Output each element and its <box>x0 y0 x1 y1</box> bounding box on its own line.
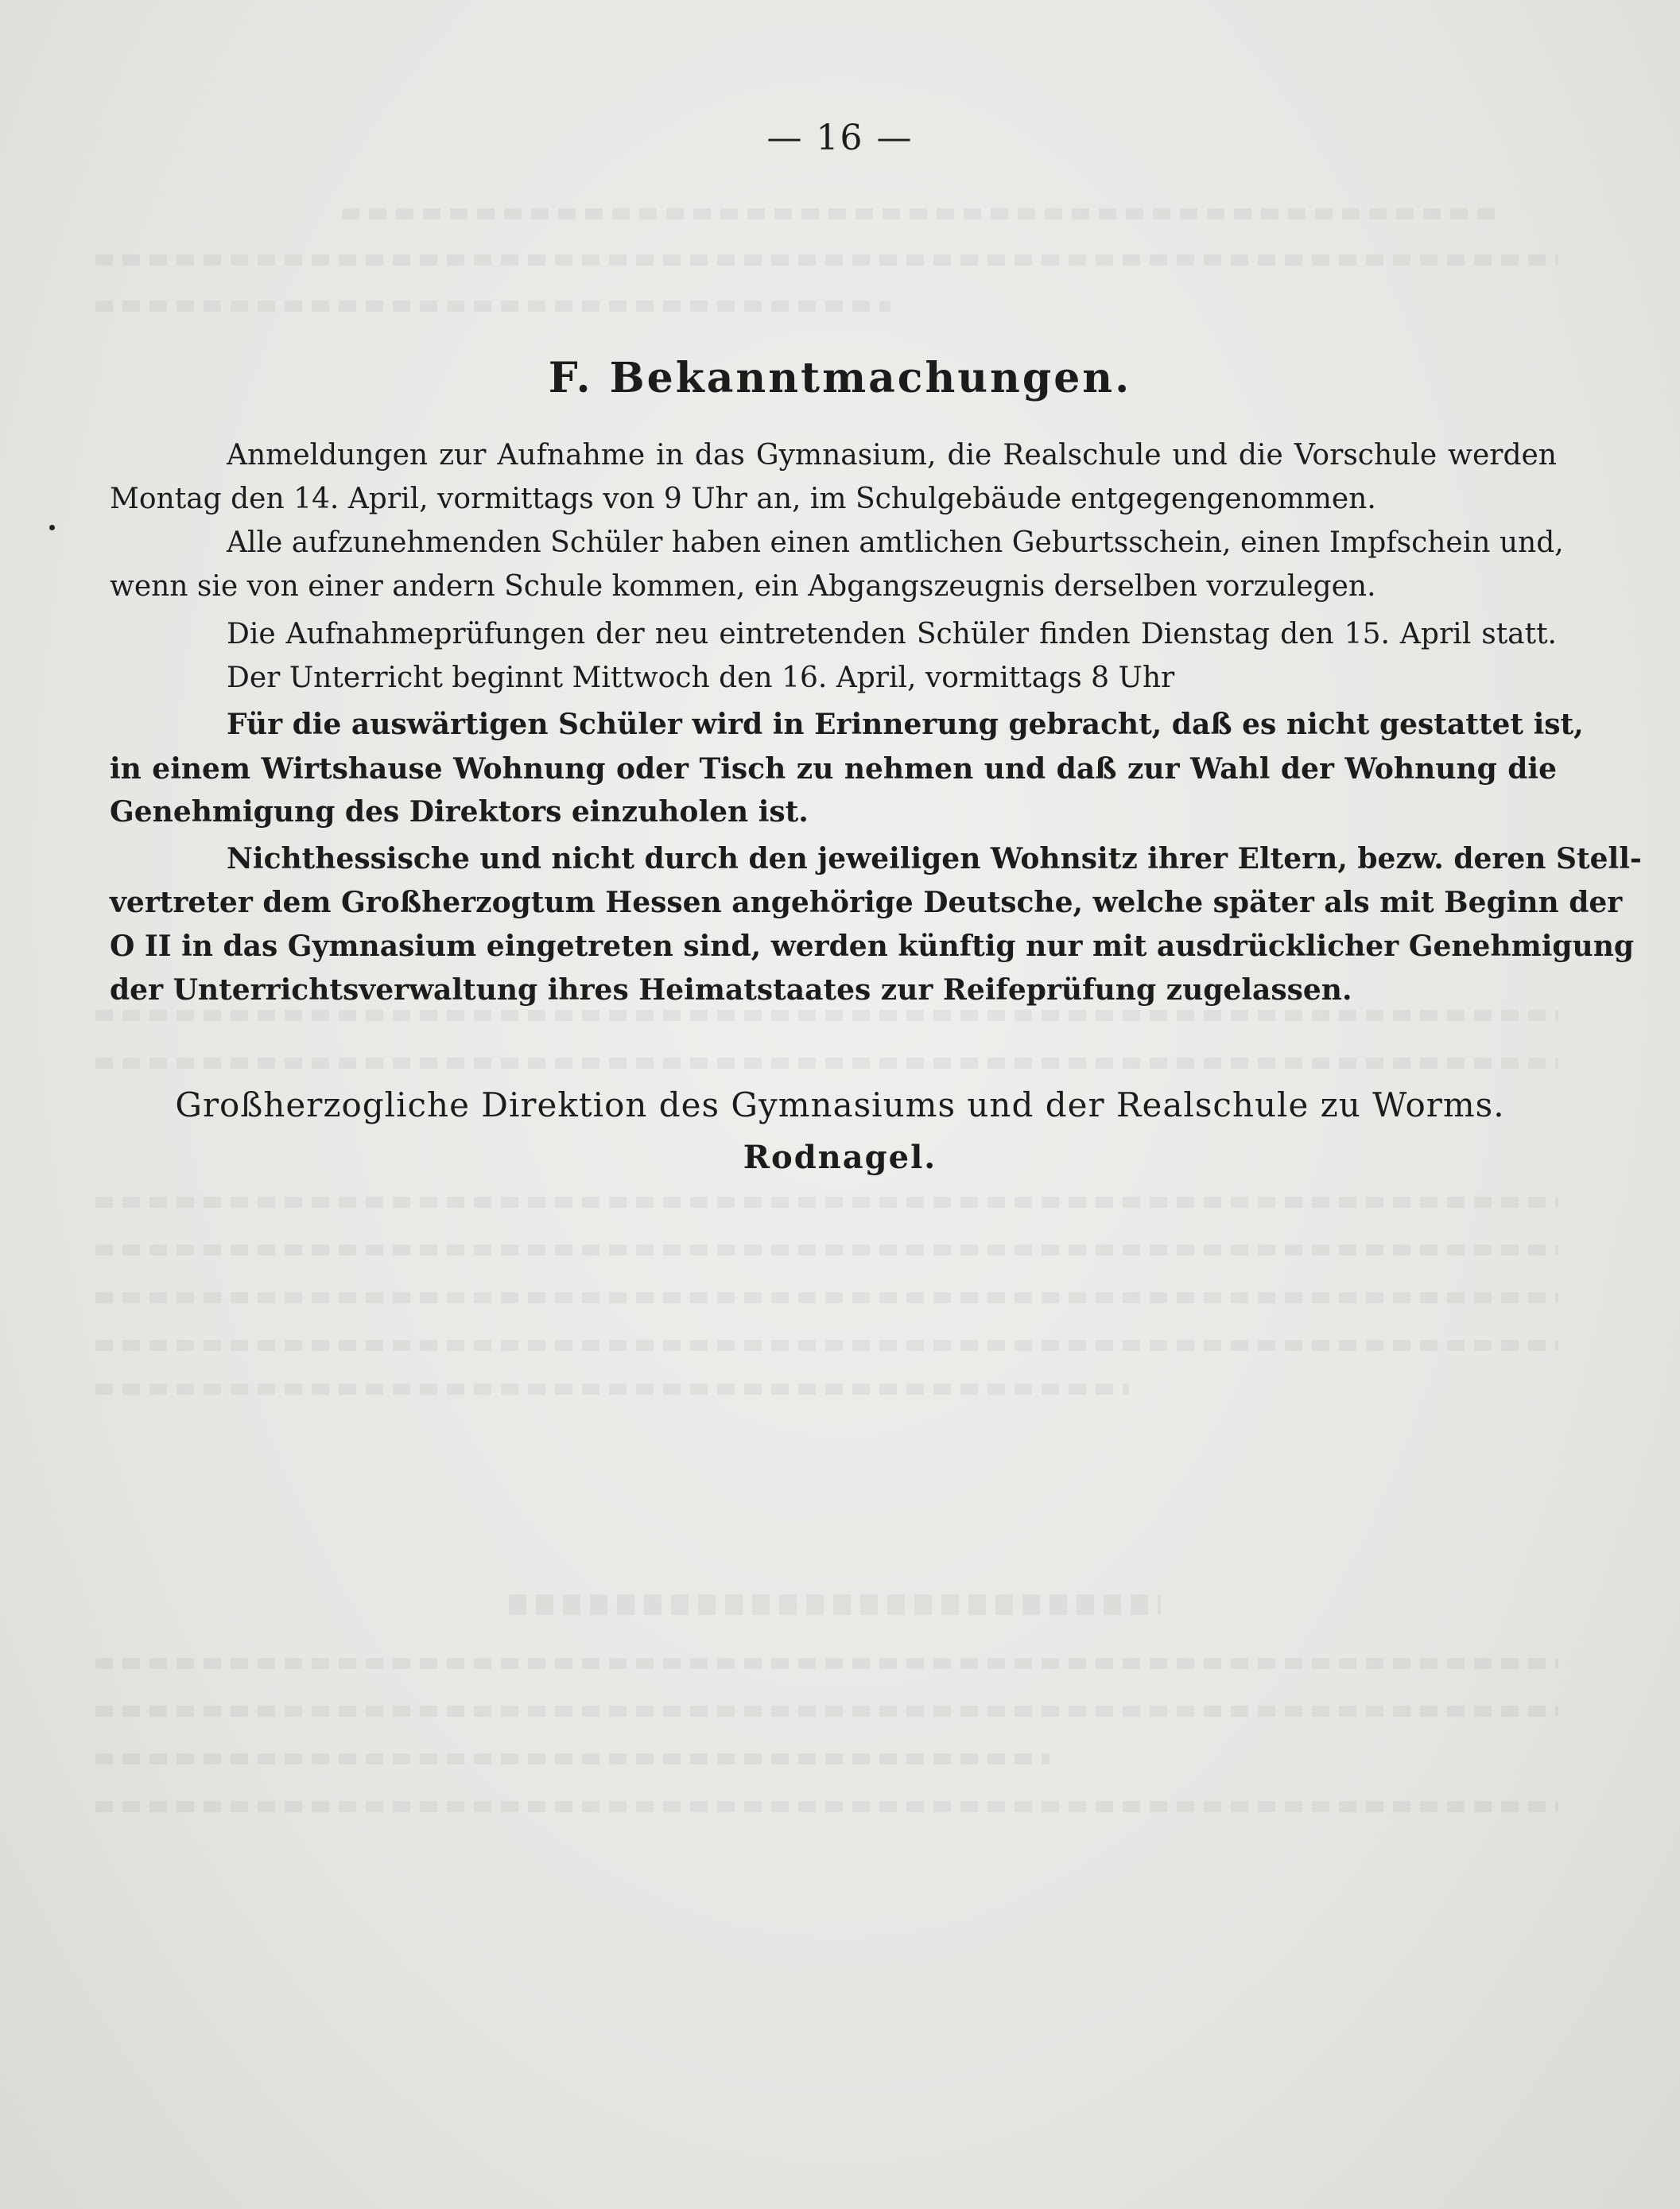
ink-speck <box>49 525 55 530</box>
page-number: — 16 — <box>766 118 914 158</box>
body-line: Nichthessische und nicht durch den jeweiligen Wohnsitz ihrer Eltern, bezw. deren Stell- <box>227 842 1642 875</box>
body-line: Genehmigung des Direktors einzuholen ist. <box>110 795 809 829</box>
body-line: wenn sie von einer andern Schule kommen, ein Abgangszeugnis derselben vorzulegen. <box>110 570 1376 603</box>
body-line: Alle aufzunehmenden Schüler haben einen amtlichen Geburtsschein, einen Impfschein und, <box>227 526 1564 559</box>
bleed-through-mark <box>95 1058 1558 1069</box>
signature: Rodnagel. <box>743 1139 937 1176</box>
body-line: in einem Wirtshause Wohnung oder Tisch zu nehmen und daß zur Wahl der Wohnung die <box>110 752 1557 786</box>
body-line: der Unterrichtsverwaltung ihres Heimatstaates zur Reifeprüfung zugelassen. <box>110 973 1352 1007</box>
bleed-through-mark <box>95 1384 1129 1395</box>
bleed-through-mark <box>95 301 890 312</box>
body-line: Der Unterricht beginnt Mittwoch den 16. April, vormittags 8 Uhr <box>227 662 1175 694</box>
bleed-through-mark <box>95 1292 1558 1303</box>
bleed-through-mark <box>95 1244 1558 1256</box>
bleed-through-mark <box>95 1010 1558 1021</box>
bleed-through-mark <box>95 1658 1558 1669</box>
bleed-through-mark <box>95 1340 1558 1351</box>
bleed-through-mark <box>95 254 1558 266</box>
body-line: Anmeldungen zur Aufnahme in das Gymnasium, die Realschule und die Vorschule werden <box>227 439 1557 472</box>
body-line: Montag den 14. April, vormittags von 9 Uhr an, im Schulgebäude entgegengenommen. <box>110 483 1376 515</box>
body-line: O II in das Gymnasium eingetreten sind, werden künftig nur mit ausdrücklicher Genehmigung <box>110 930 1635 963</box>
bleed-through-mark <box>95 1706 1558 1717</box>
body-line: Für die auswärtigen Schüler wird in Erinnerung gebracht, daß es nicht gestattet ist, <box>227 708 1584 741</box>
body-line: Die Aufnahmeprüfungen der neu eintretenden Schüler finden Dienstag den 15. April statt. <box>227 618 1557 650</box>
bleed-through-mark <box>95 1801 1558 1812</box>
body-line: vertreter dem Großherzogtum Hessen angehörige Deutsche, welche später als mit Beginn der <box>110 886 1623 919</box>
bleed-through-mark <box>342 208 1503 219</box>
bleed-through-mark <box>509 1594 1161 1615</box>
issuing-authority: Großherzogliche Direktion des Gymnasiums und der Realschule zu Worms. <box>175 1085 1505 1124</box>
section-heading: F. Bekanntmachungen. <box>548 354 1132 402</box>
bleed-through-mark <box>95 1753 1050 1764</box>
bleed-through-mark <box>95 1197 1558 1208</box>
